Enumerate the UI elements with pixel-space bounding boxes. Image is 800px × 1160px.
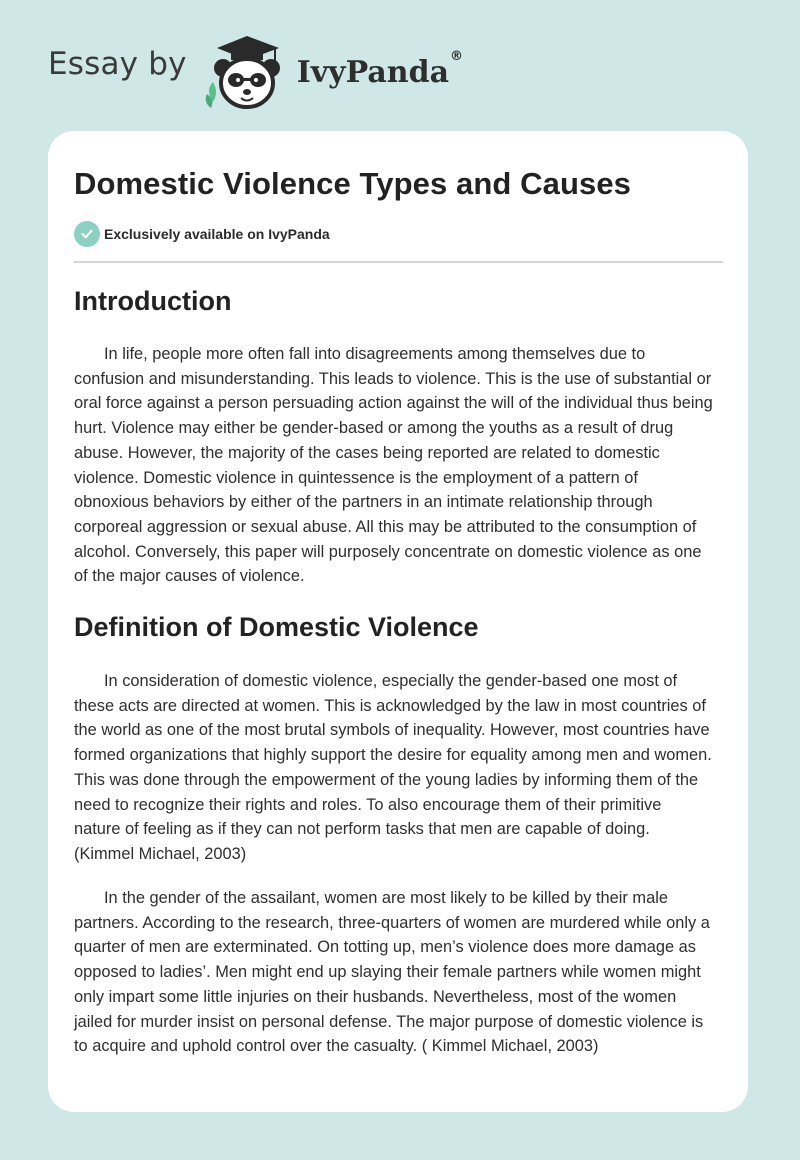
brand-name: IvyPanda [296, 54, 450, 90]
article-card [48, 131, 748, 1112]
paragraph-line: quarter of men are exterminated. On totting up, men’s violence does more damage as [74, 938, 696, 957]
paragraph-line: opposed to ladies’. Men might end up slaying their female partners while women might [74, 963, 701, 982]
section-heading-definition: Definition of Domestic Violence [74, 612, 479, 642]
paragraph-line: formed organizations that highly support the desire for equality among men and women. [74, 746, 712, 765]
paragraph-line: corporeal aggression or sexual abuse. All this may be attributed to the consumption of [74, 517, 697, 536]
paragraph-line: confusion and misunderstanding. This leads to violence. This is the use of substantial or [74, 369, 712, 388]
panda-logo-icon [203, 28, 291, 112]
paragraph-line: of the major causes of violence. [74, 567, 305, 586]
paragraph-line: In life, people more often fall into disagreements among themselves due to [104, 345, 646, 363]
site-brand[interactable] [48, 28, 462, 112]
title-divider [74, 261, 723, 263]
paragraph-line: In the gender of the assailant, women are most likely to be killed by their male [104, 889, 668, 907]
paragraph-line: to acquire and uphold control over the casualty. ( Kimmel Michael, 2003) [74, 1037, 599, 1056]
paragraph-line: violence. Domestic violence in quintessence is the employment of a pattern of [74, 468, 638, 487]
paragraph-introduction [74, 342, 726, 589]
paragraph-line: partners. According to the research, three-quarters of women are murdered while only a [74, 913, 710, 932]
paragraph-line: obnoxious behaviors by either of the partners in an intimate relationship through [74, 493, 653, 512]
exclusive-badge [74, 221, 330, 247]
paragraph-line: In consideration of domestic violence, especially the gender-based one most of [104, 672, 678, 690]
paragraph-line: the world as one of the most brutal symbols of inequality. However, most countries have [74, 721, 710, 740]
section-heading-introduction: Introduction [74, 286, 232, 316]
paragraph-line: nature of feeling as if they can not perform tasks that men are capable of doing. [74, 820, 650, 839]
paragraph-line: only impart some little injuries on their husbands. Nevertheless, most of the women [74, 987, 677, 1006]
paragraph-definition-2 [74, 886, 726, 1059]
article-title: Domestic Violence Types and Causes [74, 166, 632, 201]
paragraph-definition-1 [74, 669, 726, 867]
paragraph-line: oral force against a person persuading action against the will of the individual thus being [74, 394, 713, 413]
brand-prefix: Essay by [48, 46, 187, 82]
paragraph-line: need to recognize their rights and roles. To also encourage them of their primitive [74, 795, 662, 814]
check-icon [74, 221, 100, 247]
paragraph-line: abuse. However, the majority of the cases being reported are related to domestic [74, 443, 660, 462]
paragraph-line: alcohol. Conversely, this paper will purposely concentrate on domestic violence as one [74, 542, 702, 561]
exclusive-badge-text: Exclusively available on IvyPanda [104, 226, 330, 242]
paragraph-line: (Kimmel Michael, 2003) [74, 844, 247, 863]
paragraph-line: jailed for murder insist on personal defense. The major purpose of domestic violence is [74, 1012, 704, 1031]
paragraph-line: This was done through the empowerment of the young ladies by informing them of the [74, 770, 699, 789]
paragraph-line: hurt. Violence may either be gender-based or among the youths as a result of drug [74, 419, 674, 438]
registered-mark: ® [450, 48, 464, 64]
paragraph-line: these acts are directed at women. This is acknowledged by the law in most countries of [74, 696, 706, 715]
